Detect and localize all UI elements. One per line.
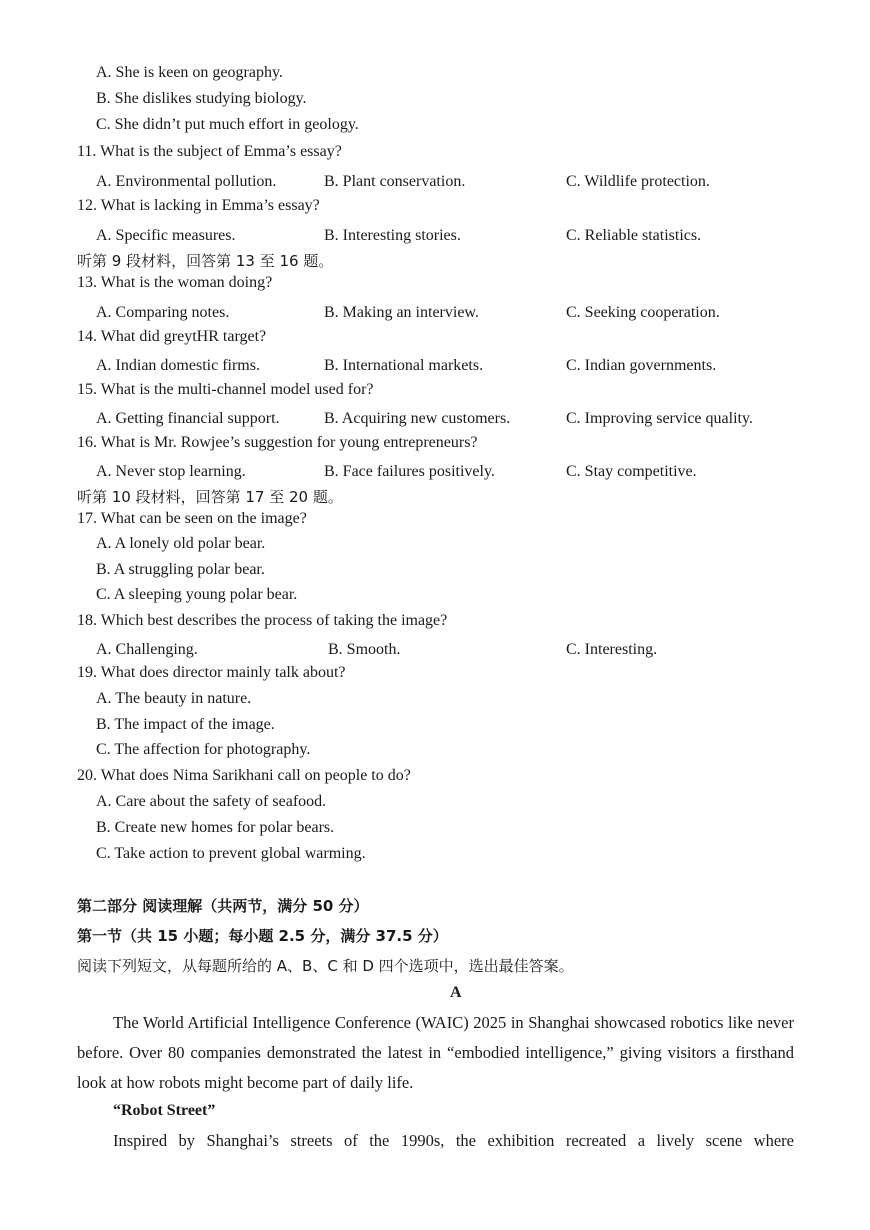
passage-paragraph-1: [77, 1008, 794, 1098]
q11-option-b: B. Plant conservation.: [324, 173, 466, 190]
q11-option-a: A. Environmental pollution.: [96, 173, 277, 190]
q16-option-b: B. Face failures positively.: [324, 463, 495, 480]
q18-stem: 18. Which best describes the process of taking the image?: [77, 612, 448, 629]
q18-option-a: A. Challenging.: [96, 641, 198, 658]
q19-stem: 19. What does director mainly talk about?: [77, 664, 346, 681]
q13-stem: 13. What is the woman doing?: [77, 274, 273, 291]
q17-option-c: C. A sleeping young polar bear.: [96, 586, 298, 603]
section-10-instruction: 听第 10 段材料，回答第 17 至 20 题。: [77, 488, 343, 506]
paragraph-1-text: The World Artificial Intelligence Conference (WAIC) 2025 in Shanghai showcased robotics like never before. Over 80 companies demonstrated the latest in “embodied intelligence,” giving visitors a firsthand look at how robots might become part of daily life.: [77, 1013, 794, 1092]
q10-option-a: A. She is keen on geography.: [96, 64, 283, 81]
q20-option-a: A. Care about the safety of seafood.: [96, 793, 327, 810]
q17-option-b: B. A struggling polar bear.: [96, 561, 265, 578]
q20-option-b: B. Create new homes for polar bears.: [96, 819, 335, 836]
q17-stem: 17. What can be seen on the image?: [77, 510, 307, 527]
q20-option-c: C. Take action to prevent global warming.: [96, 845, 366, 862]
q12-option-a: A. Specific measures.: [96, 227, 236, 244]
section-9-instruction: 听第 9 段材料，回答第 13 至 16 题。: [77, 252, 334, 270]
q15-option-a: A. Getting financial support.: [96, 410, 280, 427]
q19-option-a: A. The beauty in nature.: [96, 690, 252, 707]
q13-option-a: A. Comparing notes.: [96, 304, 230, 321]
q15-option-b: B. Acquiring new customers.: [324, 410, 511, 427]
q14-option-a: A. Indian domestic firms.: [96, 357, 260, 374]
q15-stem: 15. What is the multi-channel model used for?: [77, 381, 374, 398]
reading-instruction: 阅读下列短文，从每题所给的 A、B、C 和 D 四个选项中，选出最佳答案。: [77, 957, 574, 975]
part-two-title: 第二部分 阅读理解（共两节，满分 50 分）: [77, 897, 369, 915]
q10-option-b: B. She dislikes studying biology.: [96, 90, 307, 107]
q16-stem: 16. What is Mr. Rowjee’s suggestion for young entrepreneurs?: [77, 434, 478, 451]
passage-letter: A: [450, 984, 462, 1001]
q19-option-c: C. The affection for photography.: [96, 741, 311, 758]
q11-option-c: C. Wildlife protection.: [566, 173, 710, 190]
q14-option-b: B. International markets.: [324, 357, 484, 374]
q18-option-c: C. Interesting.: [566, 641, 658, 658]
q12-stem: 12. What is lacking in Emma’s essay?: [77, 197, 320, 214]
q13-option-c: C. Seeking cooperation.: [566, 304, 720, 321]
q14-option-c: C. Indian governments.: [566, 357, 717, 374]
q19-option-b: B. The impact of the image.: [96, 716, 275, 733]
passage-subheading: “Robot Street”: [113, 1102, 216, 1119]
q11-stem: 11. What is the subject of Emma’s essay?: [77, 143, 342, 160]
q13-option-b: B. Making an interview.: [324, 304, 479, 321]
q15-option-c: C. Improving service quality.: [566, 410, 753, 427]
q16-option-c: C. Stay competitive.: [566, 463, 697, 480]
q18-option-b: B. Smooth.: [328, 641, 401, 658]
paragraph-2-text: Inspired by Shanghai’s streets of the 1990s, the exhibition recreated a lively scene where: [113, 1131, 794, 1150]
section-one-title: 第一节（共 15 小题；每小题 2.5 分，满分 37.5 分）: [77, 927, 448, 945]
q14-stem: 14. What did greytHR target?: [77, 328, 267, 345]
q12-option-c: C. Reliable statistics.: [566, 227, 702, 244]
q16-option-a: A. Never stop learning.: [96, 463, 246, 480]
q12-option-b: B. Interesting stories.: [324, 227, 461, 244]
q10-option-c: C. She didn’t put much effort in geology.: [96, 116, 359, 133]
q17-option-a: A. A lonely old polar bear.: [96, 535, 266, 552]
q20-stem: 20. What does Nima Sarikhani call on people to do?: [77, 767, 411, 784]
passage-paragraph-2: [77, 1126, 794, 1156]
